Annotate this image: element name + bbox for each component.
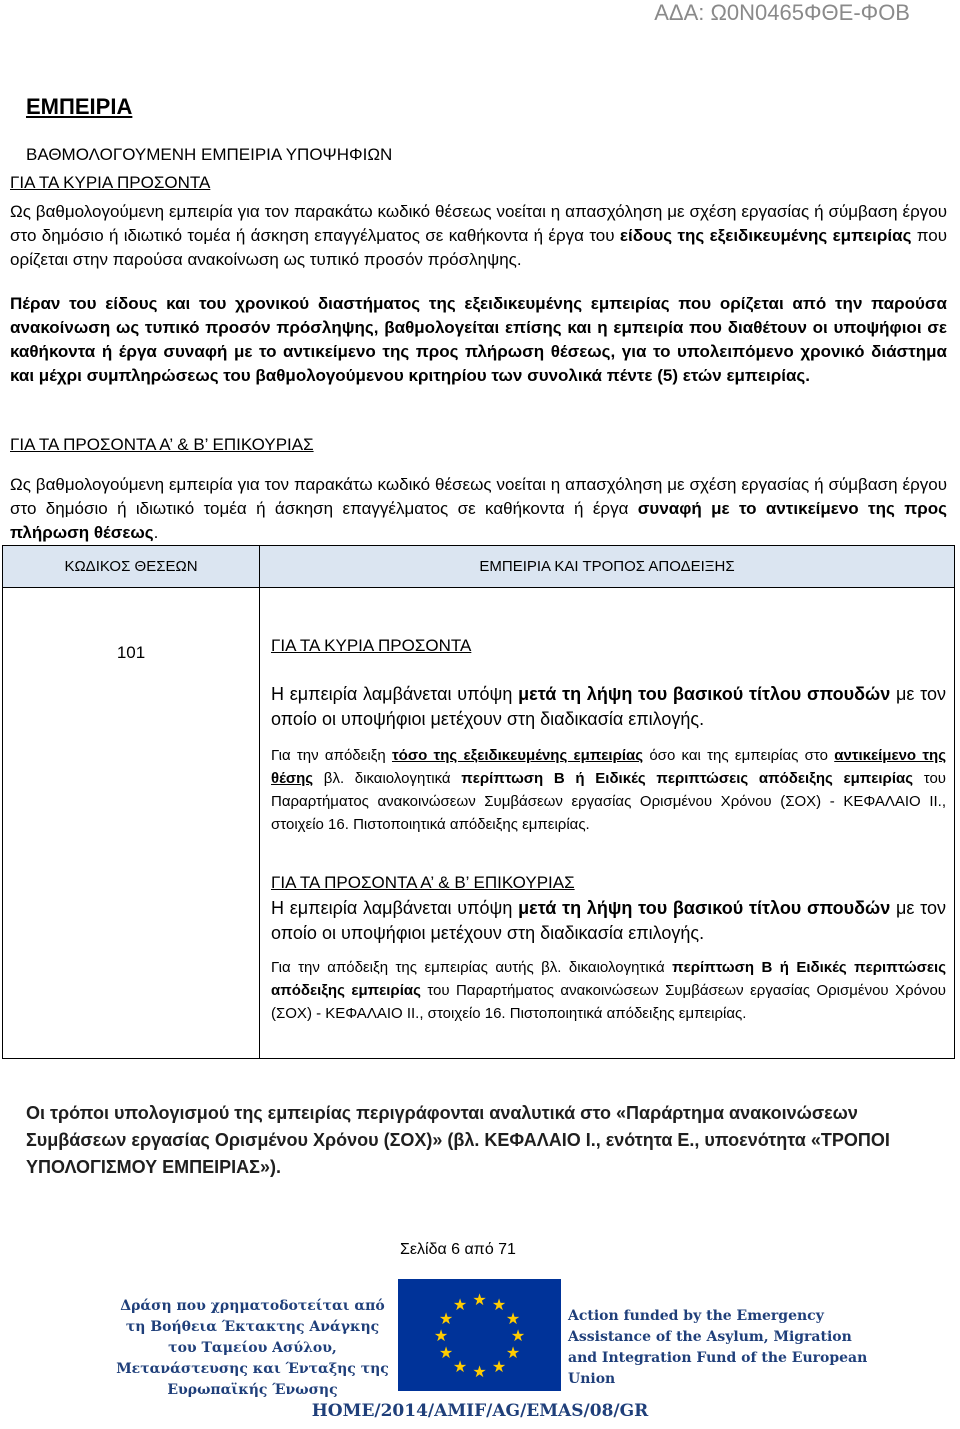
svg-text:★: ★ bbox=[472, 1362, 487, 1381]
svg-text:★: ★ bbox=[438, 1343, 454, 1362]
ada-code: ΑΔΑ: Ω0Ν0465ΦΘΕ-ΦΟΒ bbox=[654, 0, 910, 25]
section-title: ΕΜΠΕΙΡΙΑ bbox=[26, 94, 133, 119]
footer-english-text: Action funded by the Emergency Assistance of the Asylum, Migration and Integration Fund of the European Union bbox=[568, 1308, 868, 1387]
kyria-paragraph-2: Πέραν του είδους και του χρονικού διαστήματος της εξειδικευμένης εμπειρίας που ορίζεται από την παρούσα ανακοίνωση ως τυπικό προσόν πρόσληψης, βαθμολογείται επίσης και η εμπειρία που διαθέτουν οι υποψήφιοι σε καθήκοντα ή έργα συναφή με το αντικείμενο της προς πλήρωση θέσεως, για το υπολειπόμενο χρονικό διάστημα και μέχρι συμπληρώσεως του βαθμολογούμενου κριτηρίου των συνολικά πέντε (5) ετών εμπειρίας. bbox=[10, 294, 947, 385]
footer-grant-code: HOME/2014/AMIF/AG/EMAS/08/GR bbox=[311, 1401, 649, 1421]
svg-text:★: ★ bbox=[452, 1295, 468, 1314]
kyria-paragraph-1: Ως βαθμολογούμενη εμπειρία για τον παρακάτω κωδικό θέσεως νοείται η απασχόληση με σχέση εργασίας ή σύμβαση έργου στο δημόσιο ή ιδιωτικό τομέα ή άσκηση επαγγέλματος σε καθήκοντα ή έργα του είδους της εξειδικευμένης εμπειρίας που ορίζεται στην παρούσα ανακοίνωση ως τυπικό προσόν πρόσληψης. bbox=[10, 202, 948, 269]
svg-text:★: ★ bbox=[505, 1343, 521, 1362]
svg-text:★: ★ bbox=[510, 1326, 526, 1345]
table-epik-proof: Για την απόδειξη της εμπειρίας αυτής βλ. δικαιολογητικά περίπτωση Β ή Ειδικές περιπτώσεις απόδειξης εμπειρίας του Παραρτήματος ανακοινώσεων Συμβάσεων εργασίας Ορισμένου Χρόνου (ΣΟΧ) - ΚΕΦΑΛΑΙΟ ΙΙ., στοιχείο 16. Πιστοποιητικά απόδειξης εμπειρίας. bbox=[271, 959, 946, 1022]
svg-text:★: ★ bbox=[491, 1295, 507, 1314]
svg-text:★: ★ bbox=[433, 1326, 449, 1345]
table-kyria-proof: Για την απόδειξη τόσο της εξειδικευμένης εμπειρίας όσο και της εμπειρίας στο αντικείμενο της θέσης βλ. δικαιολογητικά περίπτωση Β ή Ειδικές περιπτώσεις απόδειξης εμπειρίας του Παραρτήματος ανακοινώσεων Συμβάσεων εργασίας Ορισμένου Χρόνου (ΣΟΧ) - ΚΕΦΑΛΑΙΟ ΙΙ., στοιχείο 16. Πιστοποιητικά απόδειξης εμπειρίας. bbox=[271, 747, 947, 833]
table-kyria-heading: ΓΙΑ ΤΑ ΚΥΡΙΑ ΠΡΟΣΟΝΤΑ bbox=[271, 636, 472, 655]
footer-greek-text: Δράση που χρηματοδοτείται από τη Βοήθεια Έκτακτης Ανάγκης του Ταμείου Ασύλου, Μετανάστευσης και Ένταξης της Ευρωπαϊκής Ένωσης bbox=[116, 1298, 389, 1398]
table-kyria-condition: Η εμπειρία λαμβάνεται υπόψη μετά τη λήψη του βασικού τίτλου σπουδών με τον οποίο οι υποψήφιοι μετέχουν στη διαδικασία επιλογής. bbox=[271, 684, 947, 729]
position-code: 101 bbox=[3, 588, 260, 1059]
page-number: Σελίδα 6 από 71 bbox=[400, 1241, 516, 1258]
closing-note: Οι τρόποι υπολογισμού της εμπειρίας περιγράφονται αναλυτικά στο «Παράρτημα ανακοινώσεων Συμβάσεων εργασίας Ορισμένου Χρόνου (ΣΟΧ)» (βλ. ΚΕΦΑΛΑΙΟ Ι., ενότητα Ε., υποενότητα «ΤΡΟΠΟΙ ΥΠΟΛΟΓΙΣΜΟΥ ΕΜΠΕΙΡΙΑΣ»). bbox=[26, 1103, 890, 1177]
col-header-experience: ΕΜΠΕΙΡΙΑ ΚΑΙ ΤΡΟΠΟΣ ΑΠΟΔΕΙΞΗΣ bbox=[260, 546, 955, 588]
kyria-heading: ΓΙΑ ΤΑ ΚΥΡΙΑ ΠΡΟΣΟΝΤΑ bbox=[10, 173, 211, 192]
epik-heading: ΓΙΑ ΤΑ ΠΡΟΣΟΝΤΑ Α’ & Β’ ΕΠΙΚΟΥΡΙΑΣ bbox=[10, 435, 314, 454]
col-header-codes: ΚΩΔΙΚΟΣ ΘΕΣΕΩΝ bbox=[3, 546, 260, 588]
table-epik-heading: ΓΙΑ ΤΑ ΠΡΟΣΟΝΤΑ Α’ & Β’ ΕΠΙΚΟΥΡΙΑΣ bbox=[271, 873, 575, 892]
epik-paragraph: Ως βαθμολογούμενη εμπειρία για τον παρακάτω κωδικό θέσεως νοείται η απασχόληση με σχέση εργασίας ή σύμβαση έργου στο δημόσιο ή ιδιωτικό τομέα ή άσκηση επαγγέλματος σε καθήκοντα ή έργα συναφή με το αντικείμενο της προς πλήρωση θέσεως. bbox=[10, 475, 947, 542]
svg-text:★: ★ bbox=[505, 1309, 521, 1328]
experience-content bbox=[260, 588, 955, 1059]
svg-text:★: ★ bbox=[491, 1357, 507, 1376]
svg-text:★: ★ bbox=[472, 1290, 487, 1309]
experience-table bbox=[2, 545, 955, 1059]
subtitle: ΒΑΘΜΟΛΟΓΟΥΜΕΝΗ ΕΜΠΕΙΡΙΑ ΥΠΟΨΗΦΙΩΝ bbox=[26, 145, 393, 164]
svg-text:★: ★ bbox=[438, 1309, 454, 1328]
table-epik-condition: Η εμπειρία λαμβάνεται υπόψη μετά τη λήψη του βασικού τίτλου σπουδών με τον οποίο οι υποψήφιοι μετέχουν στη διαδικασία επιλογής. bbox=[271, 898, 947, 943]
eu-flag-icon bbox=[398, 1279, 561, 1391]
svg-text:★: ★ bbox=[452, 1357, 468, 1376]
